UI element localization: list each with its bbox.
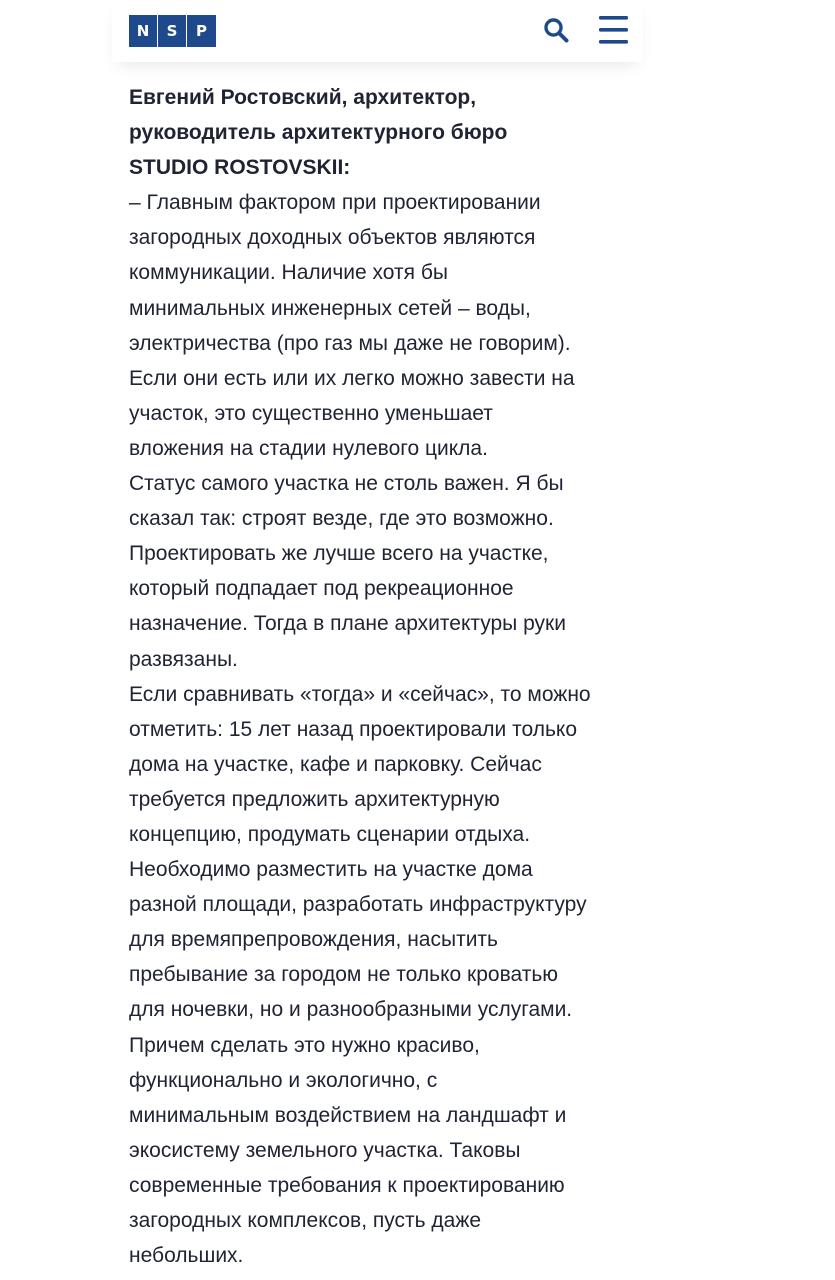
text-line: вложения на стадии нулевого цикла. [129,436,488,460]
text-line: – Главным фактором при проектировании [129,191,541,215]
text-line: загородных доходных объектов являются [129,226,536,250]
author-line: руководитель архитектурного бюро [129,121,508,145]
text-line: Статус самого участка не столь важен. Я бы [129,472,564,496]
author-line: STUDIO ROSTOVSKII: [129,156,351,180]
author-line: Евгений Ростовский, архитектор, [129,86,477,109]
logo-letter: P [187,15,216,47]
text-line: Проектировать же лучше всего на участке, [129,542,549,566]
page-column [112,0,643,1280]
text-line: для времяпрепровождения, насытить [129,928,498,952]
logo-letter: N [129,15,158,47]
text-line: Причем сделать это нужно красиво, [129,1033,480,1057]
search-button[interactable] [543,17,569,43]
text-line: коммуникации. Наличие хотя бы [129,261,448,285]
text-line: минимальным воздействием на ландшафт и [129,1103,567,1127]
text-line: современные требования к проектированию [129,1173,565,1197]
text-line: участок, это существенно уменьшает [129,401,493,425]
logo-letter: S [158,15,187,47]
text-line: сказал так: строят везде, где это возможно. [129,507,554,531]
text-line: дома на участке, кафе и парковку. Сейчас [129,752,542,776]
article-paragraph [129,185,634,466]
text-line: загородных комплексов, пусть даже [129,1209,482,1232]
menu-button[interactable] [599,15,628,45]
text-line: Необходимо разместить на участке дома [129,858,533,882]
text-line: который подпадает под рекреационное [129,577,514,601]
site-header [112,0,643,62]
text-line: электричества (про газ мы даже не говорим). [129,331,571,355]
author-attribution [129,80,634,185]
text-line: небольших. [129,1244,244,1268]
text-line: концепцию, продумать сценарии отдыха. [129,822,531,846]
article-paragraph [129,466,634,677]
text-line: развязаны. [129,647,238,671]
text-line: минимальных инженерных сетей – воды, [129,296,531,320]
text-line: Если сравнивать «тогда» и «сейчас», то можно [129,682,591,706]
text-line: назначение. Тогда в плане архитектуры руки [129,612,566,636]
article-paragraph [129,677,634,1274]
text-line: функционально и экологично, с [129,1068,438,1092]
article-body [129,80,634,1273]
text-line: Если они есть или их легко можно завести на [129,366,575,390]
text-line: отметить: 15 лет назад проектировали только [129,717,578,741]
text-line: пребывание за городом не только кроватью [129,963,559,987]
text-line: требуется предложить архитектурную [129,787,500,811]
text-line: экосистему земельного участка. Таковы [129,1138,521,1162]
site-logo[interactable] [129,15,216,47]
hamburger-menu-icon [599,15,628,45]
text-line: для ночевки, но и разнообразными услугами. [129,998,573,1022]
search-icon [543,17,569,43]
text-line: разной площади, разработать инфраструктуру [129,893,587,917]
